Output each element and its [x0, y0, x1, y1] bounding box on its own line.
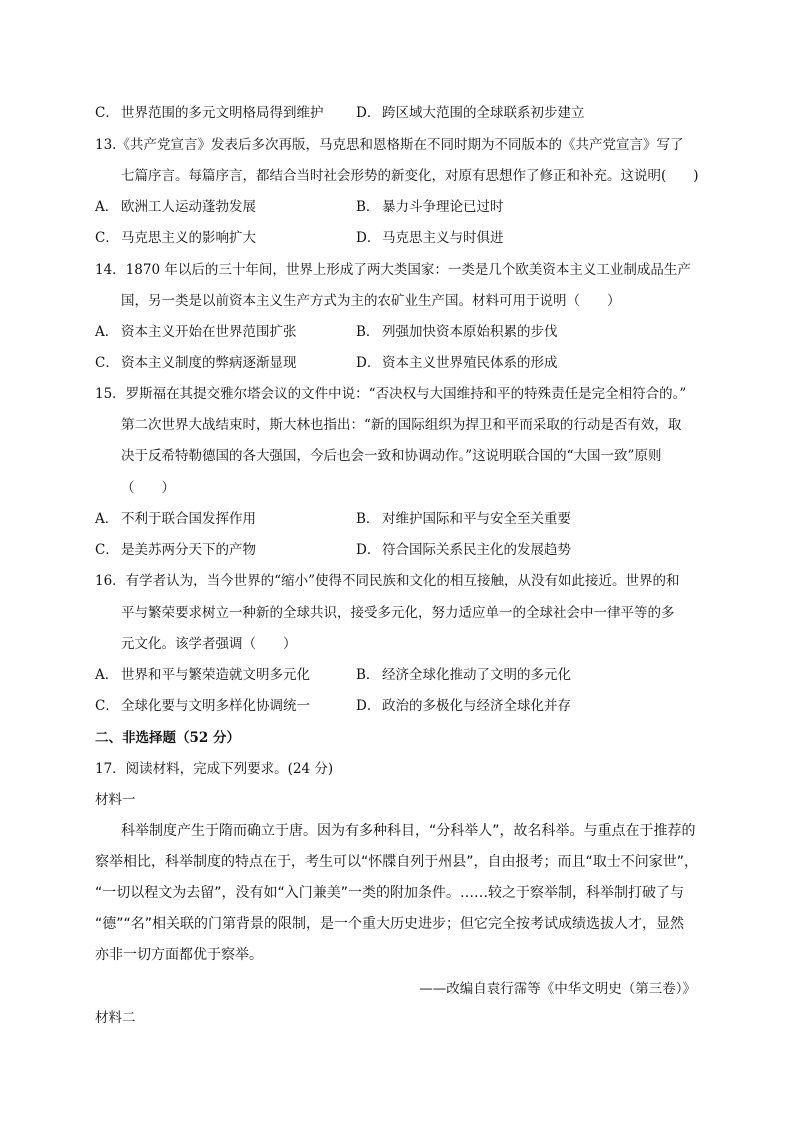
- q12-option-d: [356, 104, 585, 122]
- option-text: 列强加快资本原始积累的步伐: [382, 324, 558, 340]
- option-text: 世界范围的多元文明格局得到维护: [121, 105, 324, 121]
- material-1-line: “德”“名”相关联的门第背景的限制，是一个重大历史进步；但它完全按考试成绩选拔人才，显然: [95, 916, 685, 932]
- q16-stem-line: 平与繁荣要求树立一种新的全球共识，接受多元化，努力适应单一的全球社会中一律平等的多: [121, 605, 675, 621]
- q13-option-c: [95, 229, 256, 247]
- material-1-line: 察举相比，科举制度的特点在于，考生可以“怀牒自列于州县”，自由报考；而且“取士不问家世”，: [95, 854, 699, 870]
- option-text: 暴力斗争理论已过时: [382, 199, 504, 215]
- q16-option-a: [95, 666, 310, 684]
- option-label: A．: [95, 667, 119, 683]
- material-1-line: 亦非一切方面都优于察举。: [95, 947, 263, 963]
- option-text: 符合国际关系民主化的发展趋势: [382, 542, 571, 558]
- option-text: 马克思主义的影响扩大: [121, 230, 256, 246]
- material-1-label: 材料一: [95, 792, 136, 808]
- option-label: D．: [356, 542, 381, 558]
- material-1-line: “一切以程文为去留”，没有如“入门兼美”一类的附加条件。……较之于察举制，科举制打破了与: [95, 885, 685, 901]
- option-label: C．: [95, 105, 119, 121]
- q15-answer-blank: （ ）: [121, 480, 175, 496]
- q16-stem-line: 16．有学者认为，当今世界的“缩小”使得不同民族和文化的相互接触，从没有如此接近。世界的和: [95, 573, 680, 589]
- material-1-line: 科举制度产生于隋而确立于唐。因为有多种科目，“分科举人”，故名科举。与重点在于推荐的: [121, 823, 696, 839]
- q17-stem: 17．阅读材料，完成下列要求。(24 分): [95, 761, 334, 777]
- q15-option-d: [356, 541, 571, 559]
- q15-option-b: [356, 510, 571, 528]
- q14-option-b: [356, 323, 558, 341]
- q14-option-c: [95, 354, 297, 372]
- q16-stem-line: 元文化。该学者强调（ ）: [121, 636, 297, 652]
- option-text: 不利于联合国发挥作用: [121, 511, 256, 527]
- option-label: B．: [356, 667, 380, 683]
- q13-option-a: [95, 198, 256, 216]
- option-label: D．: [356, 230, 381, 246]
- option-text: 资本主义开始在世界范围扩张: [121, 324, 297, 340]
- option-text: 是美苏两分天下的产物: [121, 542, 256, 558]
- q14-stem-line: 国，另一类是以前资本主义生产方式为主的农矿业生产国。材料可用于说明（ ）: [121, 293, 621, 309]
- q15-option-c: [95, 541, 256, 559]
- option-label: C．: [95, 542, 119, 558]
- option-text: 跨区域大范围的全球联系初步建立: [382, 105, 585, 121]
- option-text: 世界和平与繁荣造就文明多元化: [121, 667, 310, 683]
- option-text: 资本主义世界殖民体系的形成: [382, 355, 558, 371]
- q13-option-b: [356, 198, 504, 216]
- material-1-source: ——改编自袁行霈等《中华文明史（第三卷）》: [419, 981, 696, 997]
- q13-option-d: [356, 229, 504, 247]
- option-text: 对维护国际和平与安全至关重要: [382, 511, 571, 527]
- q16-option-b: [356, 666, 571, 684]
- option-text: 全球化要与文明多样化协调统一: [121, 698, 310, 714]
- option-label: A．: [95, 199, 119, 215]
- option-label: A．: [95, 324, 119, 340]
- option-label: B．: [356, 324, 380, 340]
- q16-option-d: [356, 697, 571, 715]
- option-text: 马克思主义与时俱进: [382, 230, 504, 246]
- option-text: 经济全球化推动了文明的多元化: [382, 667, 571, 683]
- q14-option-d: [356, 354, 558, 372]
- q14-stem-line: 14．1870 年以后的三十年间，世界上形成了两大类国家：一类是几个欧美资本主义工业制成品生产: [95, 262, 691, 278]
- q13-stem-line: 七篇序言。每篇序言，都结合当时社会形势的新变化，对原有思想作了修正和补充。这说明( ): [121, 168, 699, 184]
- option-text: 欧洲工人运动蓬勃发展: [121, 199, 256, 215]
- option-label: D．: [356, 105, 381, 121]
- option-label: A．: [95, 511, 119, 527]
- option-label: B．: [356, 511, 380, 527]
- q13-stem-line: 13.《共产党宣言》发表后多次再版，马克思和恩格斯在不同时期为不同版本的《共产党宣言》写了: [95, 137, 684, 153]
- option-text: 资本主义制度的弊病逐渐显现: [121, 355, 297, 371]
- section-heading: 二、非选择题（52 分）: [95, 730, 240, 746]
- option-label: D．: [356, 698, 381, 714]
- option-label: C．: [95, 355, 119, 371]
- q15-stem-line: 15．罗斯福在其提交雅尔塔会议的文件中说：“否决权与大国维持和平的特殊责任是完全相符合的。”: [95, 386, 687, 402]
- option-label: D．: [356, 355, 381, 371]
- q16-option-c: [95, 697, 310, 715]
- q15-stem-line: 决于反希特勒德国的各大强国，今后也会一致和协调动作。”这说明联合国的“大国一致”原则: [121, 448, 662, 464]
- q12-option-c: [95, 104, 324, 122]
- q15-option-a: [95, 510, 256, 528]
- q14-option-a: [95, 323, 297, 341]
- option-text: 政治的多极化与经济全球化并存: [382, 698, 571, 714]
- option-label: C．: [95, 698, 119, 714]
- option-label: B．: [356, 199, 380, 215]
- q15-stem-line: 第二次世界大战结束时，斯大林也指出：“新的国际组织为捍卫和平而采取的行动是否有效，取: [121, 417, 682, 433]
- material-2-label: 材料二: [95, 1010, 136, 1026]
- option-label: C．: [95, 230, 119, 246]
